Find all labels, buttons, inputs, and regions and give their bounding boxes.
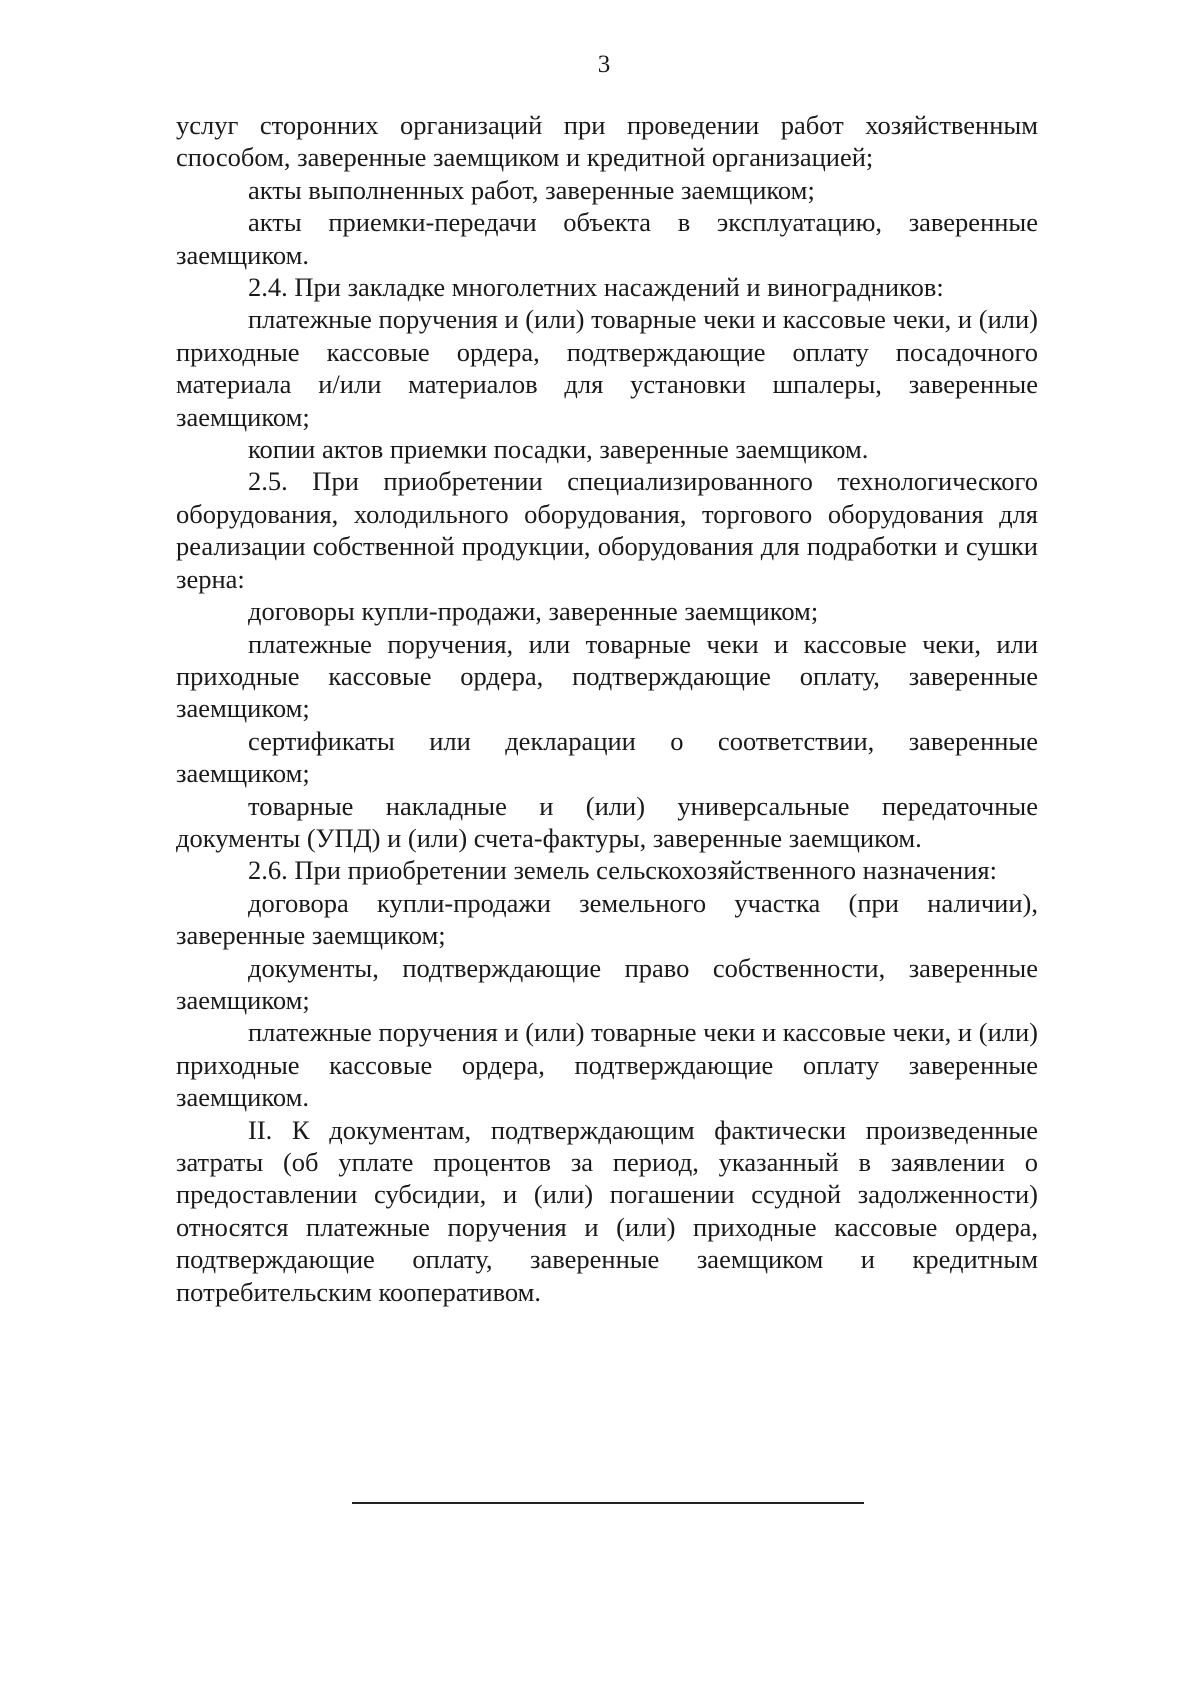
paragraph-payment-orders-land: платежные поручения и (или) товарные чеки и кассовые чеки, и (или) приходные кассовые ордера, подтверждающие оплату заверенные заемщиком. bbox=[176, 1017, 1038, 1113]
page-number: 3 bbox=[597, 51, 611, 78]
paragraph-land-contracts: договора купли-продажи земельного участка (при наличии), заверенные заемщиком; bbox=[176, 887, 1038, 951]
paragraph-payment-orders-equipment: платежные поручения, или товарные чеки и кассовые чеки, или приходные кассовые ордера, подтверждающие оплату, заверенные заемщиком; bbox=[176, 628, 1038, 724]
paragraph-work-acts: акты выполненных работ, заверенные заемщиком; bbox=[248, 174, 815, 205]
paragraph-certificates: сертификаты или декларации о соответствии, заверенные заемщиком; bbox=[176, 725, 1038, 789]
paragraph-continuation: услуг сторонних организаций при проведении работ хозяйственным способом, заверенные заемщиком и кредитной организацией; bbox=[176, 110, 1038, 173]
section-heading-2-6: 2.6. При приобретении земель сельскохозяйственного назначения: bbox=[248, 855, 997, 886]
document-body bbox=[176, 109, 1038, 1308]
paragraph-handover-acts: акты приемки-передачи объекта в эксплуатацию, заверенные заемщиком. bbox=[176, 207, 1038, 270]
paragraph-waybills: товарные накладные и (или) универсальные передаточные документы (УПД) и (или) счета-фактуры, заверенные заемщиком. bbox=[176, 790, 1038, 853]
section-heading-2-5: 2.5. При приобретении специализированного технологического оборудования, холодильного оборудования, торгового оборудования для реализации собственной продукции, оборудования для подработки и сушки зерна: bbox=[176, 466, 1038, 594]
section-heading-2-4: 2.4. При закладке многолетних насаждений и виноградников: bbox=[248, 272, 944, 303]
paragraph-planting-acceptance-copies: копии актов приемки посадки, заверенные заемщиком. bbox=[248, 434, 869, 465]
paragraph-sale-contracts: договоры купли-продажи, заверенные заемщиком; bbox=[248, 596, 819, 627]
paragraph-ownership-documents: документы, подтверждающие право собственности, заверенные заемщиком; bbox=[176, 952, 1038, 1015]
section-ii-paragraph: II. К документам, подтверждающим фактически произведенные затраты (об уплате процентов за период, указанный в заявлении о предоставлении субсидии, и (или) погашении ссудной задолженности) относятся платежные поручения и (или) приходные кассовые ордера, подтверждающие оплату, заверенные заемщиком и кредитным потребительским кооперативом. bbox=[176, 1114, 1038, 1307]
paragraph-payment-orders-plantings: платежные поручения и (или) товарные чеки и кассовые чеки, и (или) приходные кассовые ордера, подтверждающие оплату посадочного материала и/или материалов для установки шпалеры, заверенные заемщиком; bbox=[176, 304, 1038, 432]
end-of-document-rule bbox=[352, 1502, 864, 1504]
